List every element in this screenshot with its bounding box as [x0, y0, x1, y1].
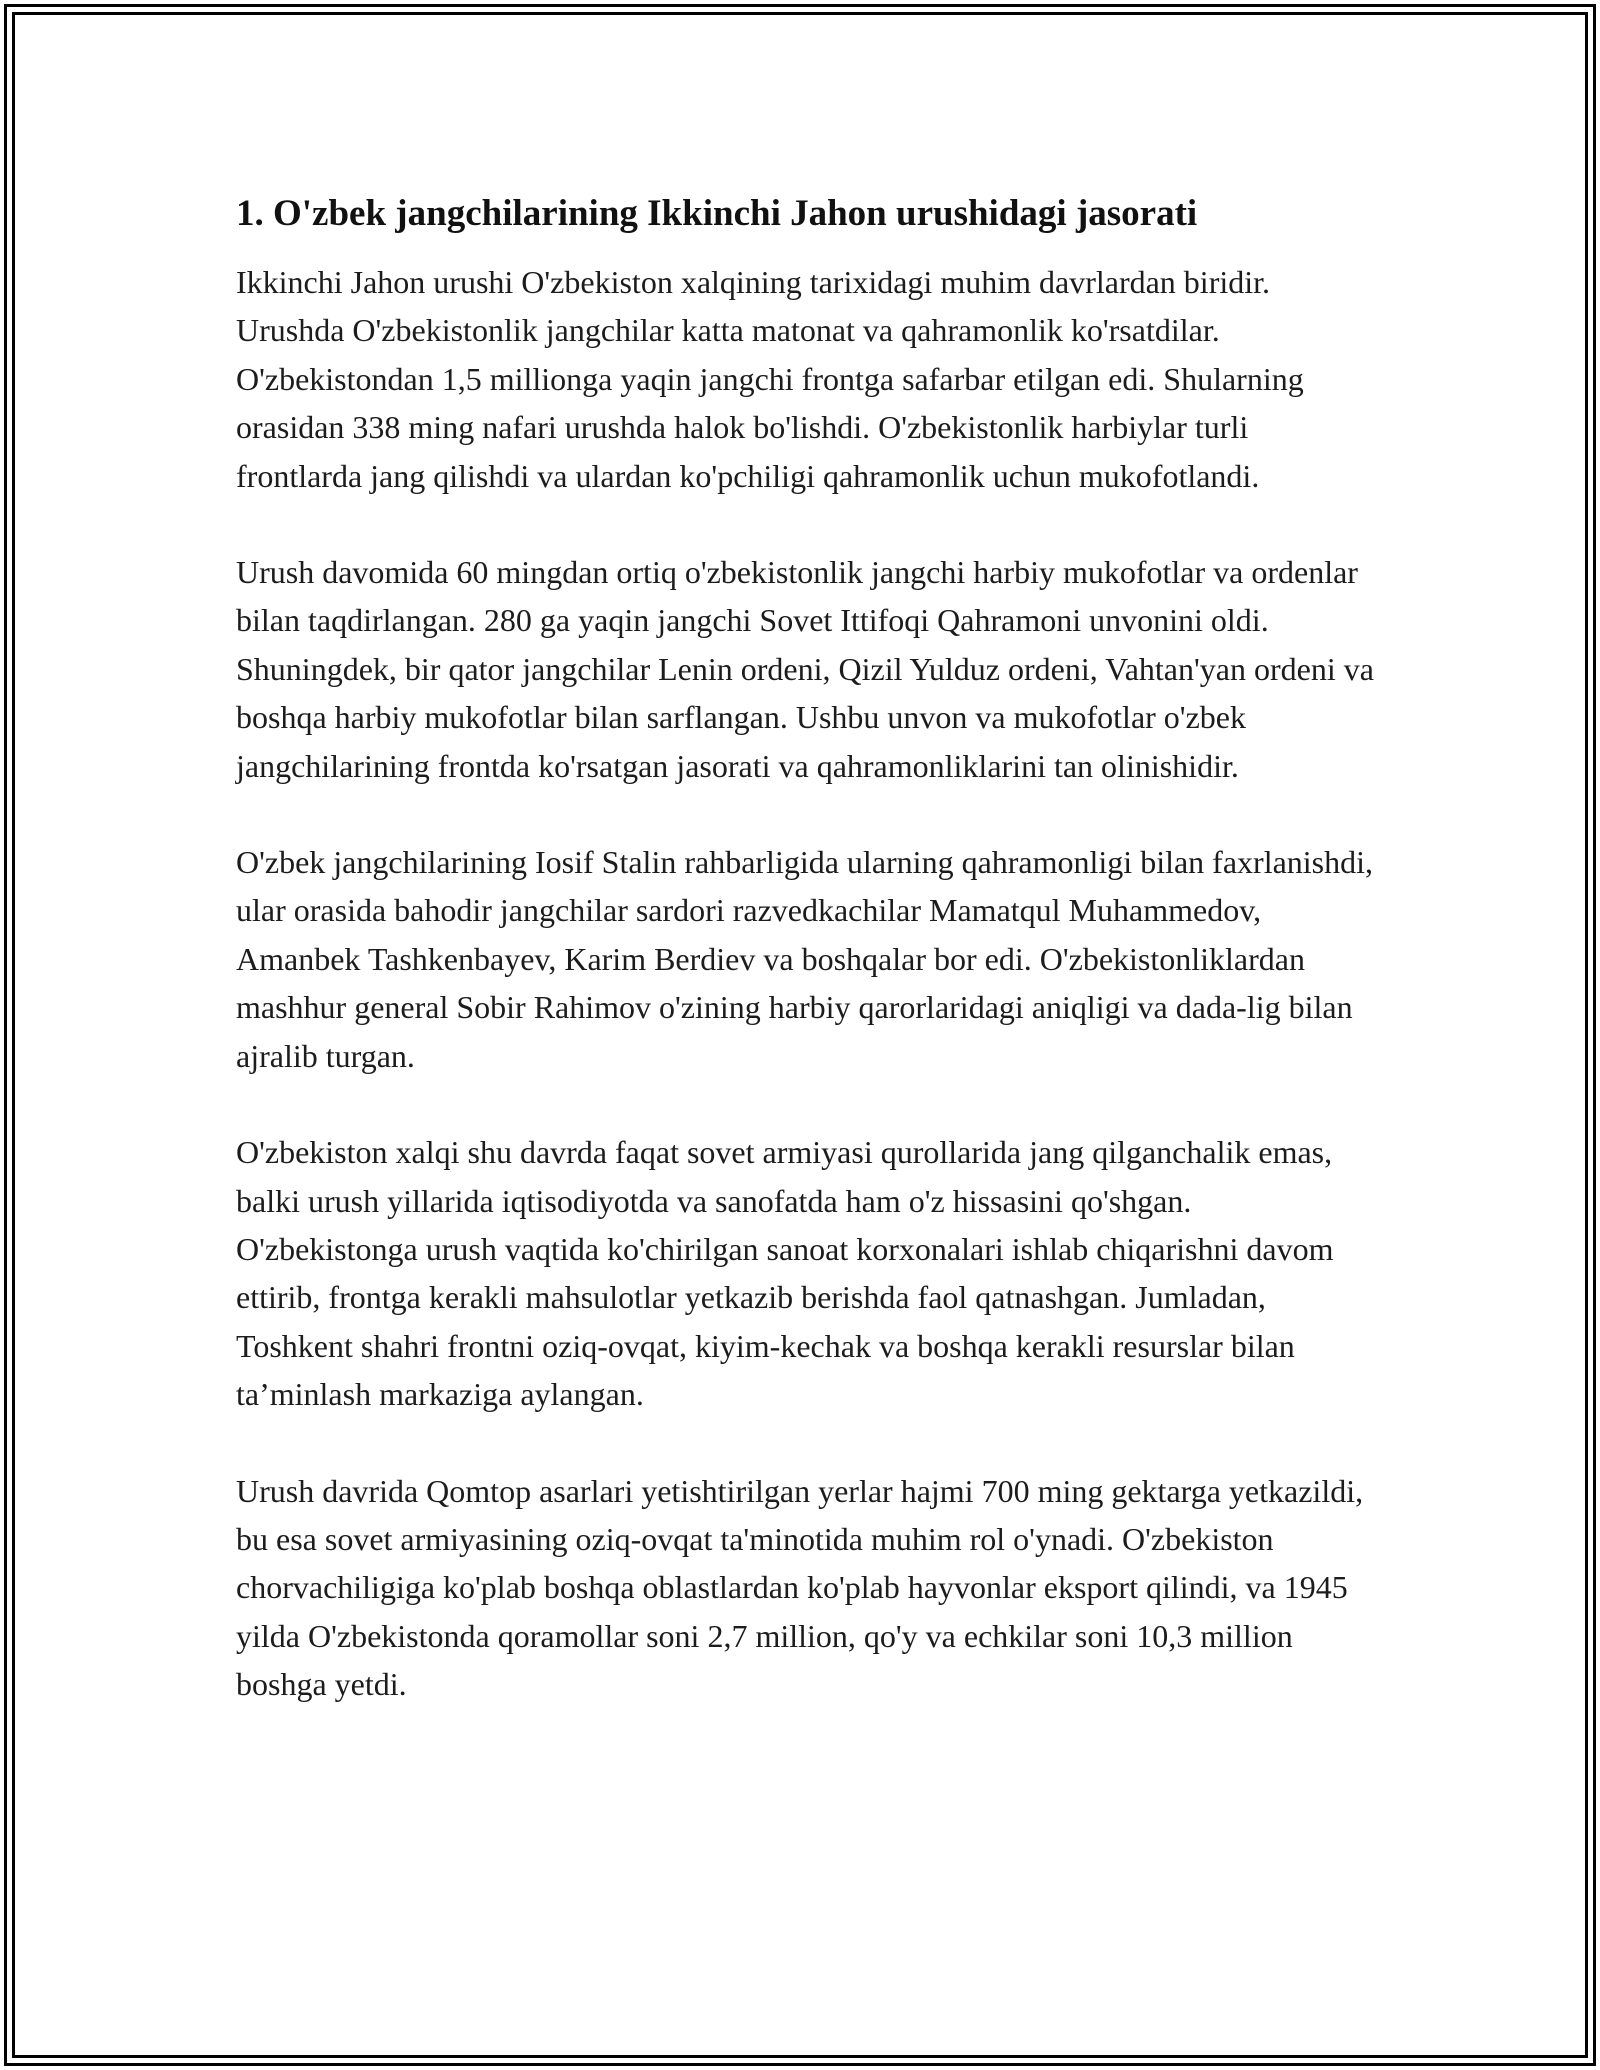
- paragraph-5: Urush davrida Qomtop asarlari yetishtirilgan yerlar hajmi 700 ming gektarga yetkazildi, bu esa sovet armiyasining oziq-ovqat ta'minotida muhim rol o'ynadi. O'zbekiston chorvachiligiga ko'plab boshqa oblastlardan ko'plab hayvonlar eksport qilindi, va 1945 yilda O'zbekistonda qoramollar soni 2,7 million, qo'y va echkilar soni 10,3 million boshga yetdi.: [236, 1472, 1364, 1703]
- paragraph-3: O'zbek jangchilarining Iosif Stalin rahbarligida ularning qahramonligi bilan faxrlanishdi, ular orasida bahodir jangchilar sardori razvedkachilar Mamatqul Muhammedov, Amanbek Tashkenbayev, Karim Berdiev va boshqalar bor edi. O'zbekistonliklardan mashhur general Sobir Rahimov o'zining harbiy qarorlaridagi aniqligi va dada-lig bilan ajralib turgan.: [236, 844, 1374, 1074]
- paragraph-2: Urush davomida 60 mingdan ortiq o'zbekistonlik jangchi harbiy mukofotlar va ordenlar bilan taqdirlangan. 280 ga yaqin jangchi Sovet Ittifoqi Qahramoni unvonini oldi. Shuningdek, bir qator jangchilar Lenin ordeni, Qizil Yulduz ordeni, Vahtan'yan ordeni va boshqa harbiy mukofotlar bilan sarflangan. Ushbu unvon va mukofotlar o'zbek jangchilarining frontda ko'rsatgan jasorati va qahramonliklarini tan olinishidir.: [236, 554, 1374, 784]
- paragraph-4: O'zbekiston xalqi shu davrda faqat sovet armiyasi qurollarida jang qilganchalik emas, balki urush yillarida iqtisodiyotda va sanofatda ham o'z hissasini qo'shgan. O'zbekistonga urush vaqtida ko'chirilgan sanoat korxonalari ishlab chiqarishni davom ettirib, frontga kerakli mahsulotlar yetkazib berishda faol qatnashgan. Jumladan, Toshkent shahri frontni oziq-ovqat, kiyim-kechak va boshqa kerakli resurslar bilan ta’minlash markaziga aylangan.: [236, 1134, 1334, 1413]
- paragraph-1: Ikkinchi Jahon urushi O'zbekiston xalqining tarixidagi muhim davrlardan biridir. Urushda O'zbekistonlik jangchilar katta matonat va qahramonlik ko'rsatdilar. O'zbekistondan 1,5 millionga yaqin jangchi frontga safarbar etilgan edi. Shularning orasidan 338 ming nafari urushda halok bo'lishdi. O'zbekistonlik harbiylar turli frontlarda jang qilishdi va ulardan ko'pchiligi qahramonlik uchun mukofotlandi.: [236, 264, 1304, 494]
- section-heading: 1. O'zbek jangchilarining Ikkinchi Jahon urushidagi jasorati: [236, 193, 1198, 234]
- document-body: [236, 188, 1376, 1757]
